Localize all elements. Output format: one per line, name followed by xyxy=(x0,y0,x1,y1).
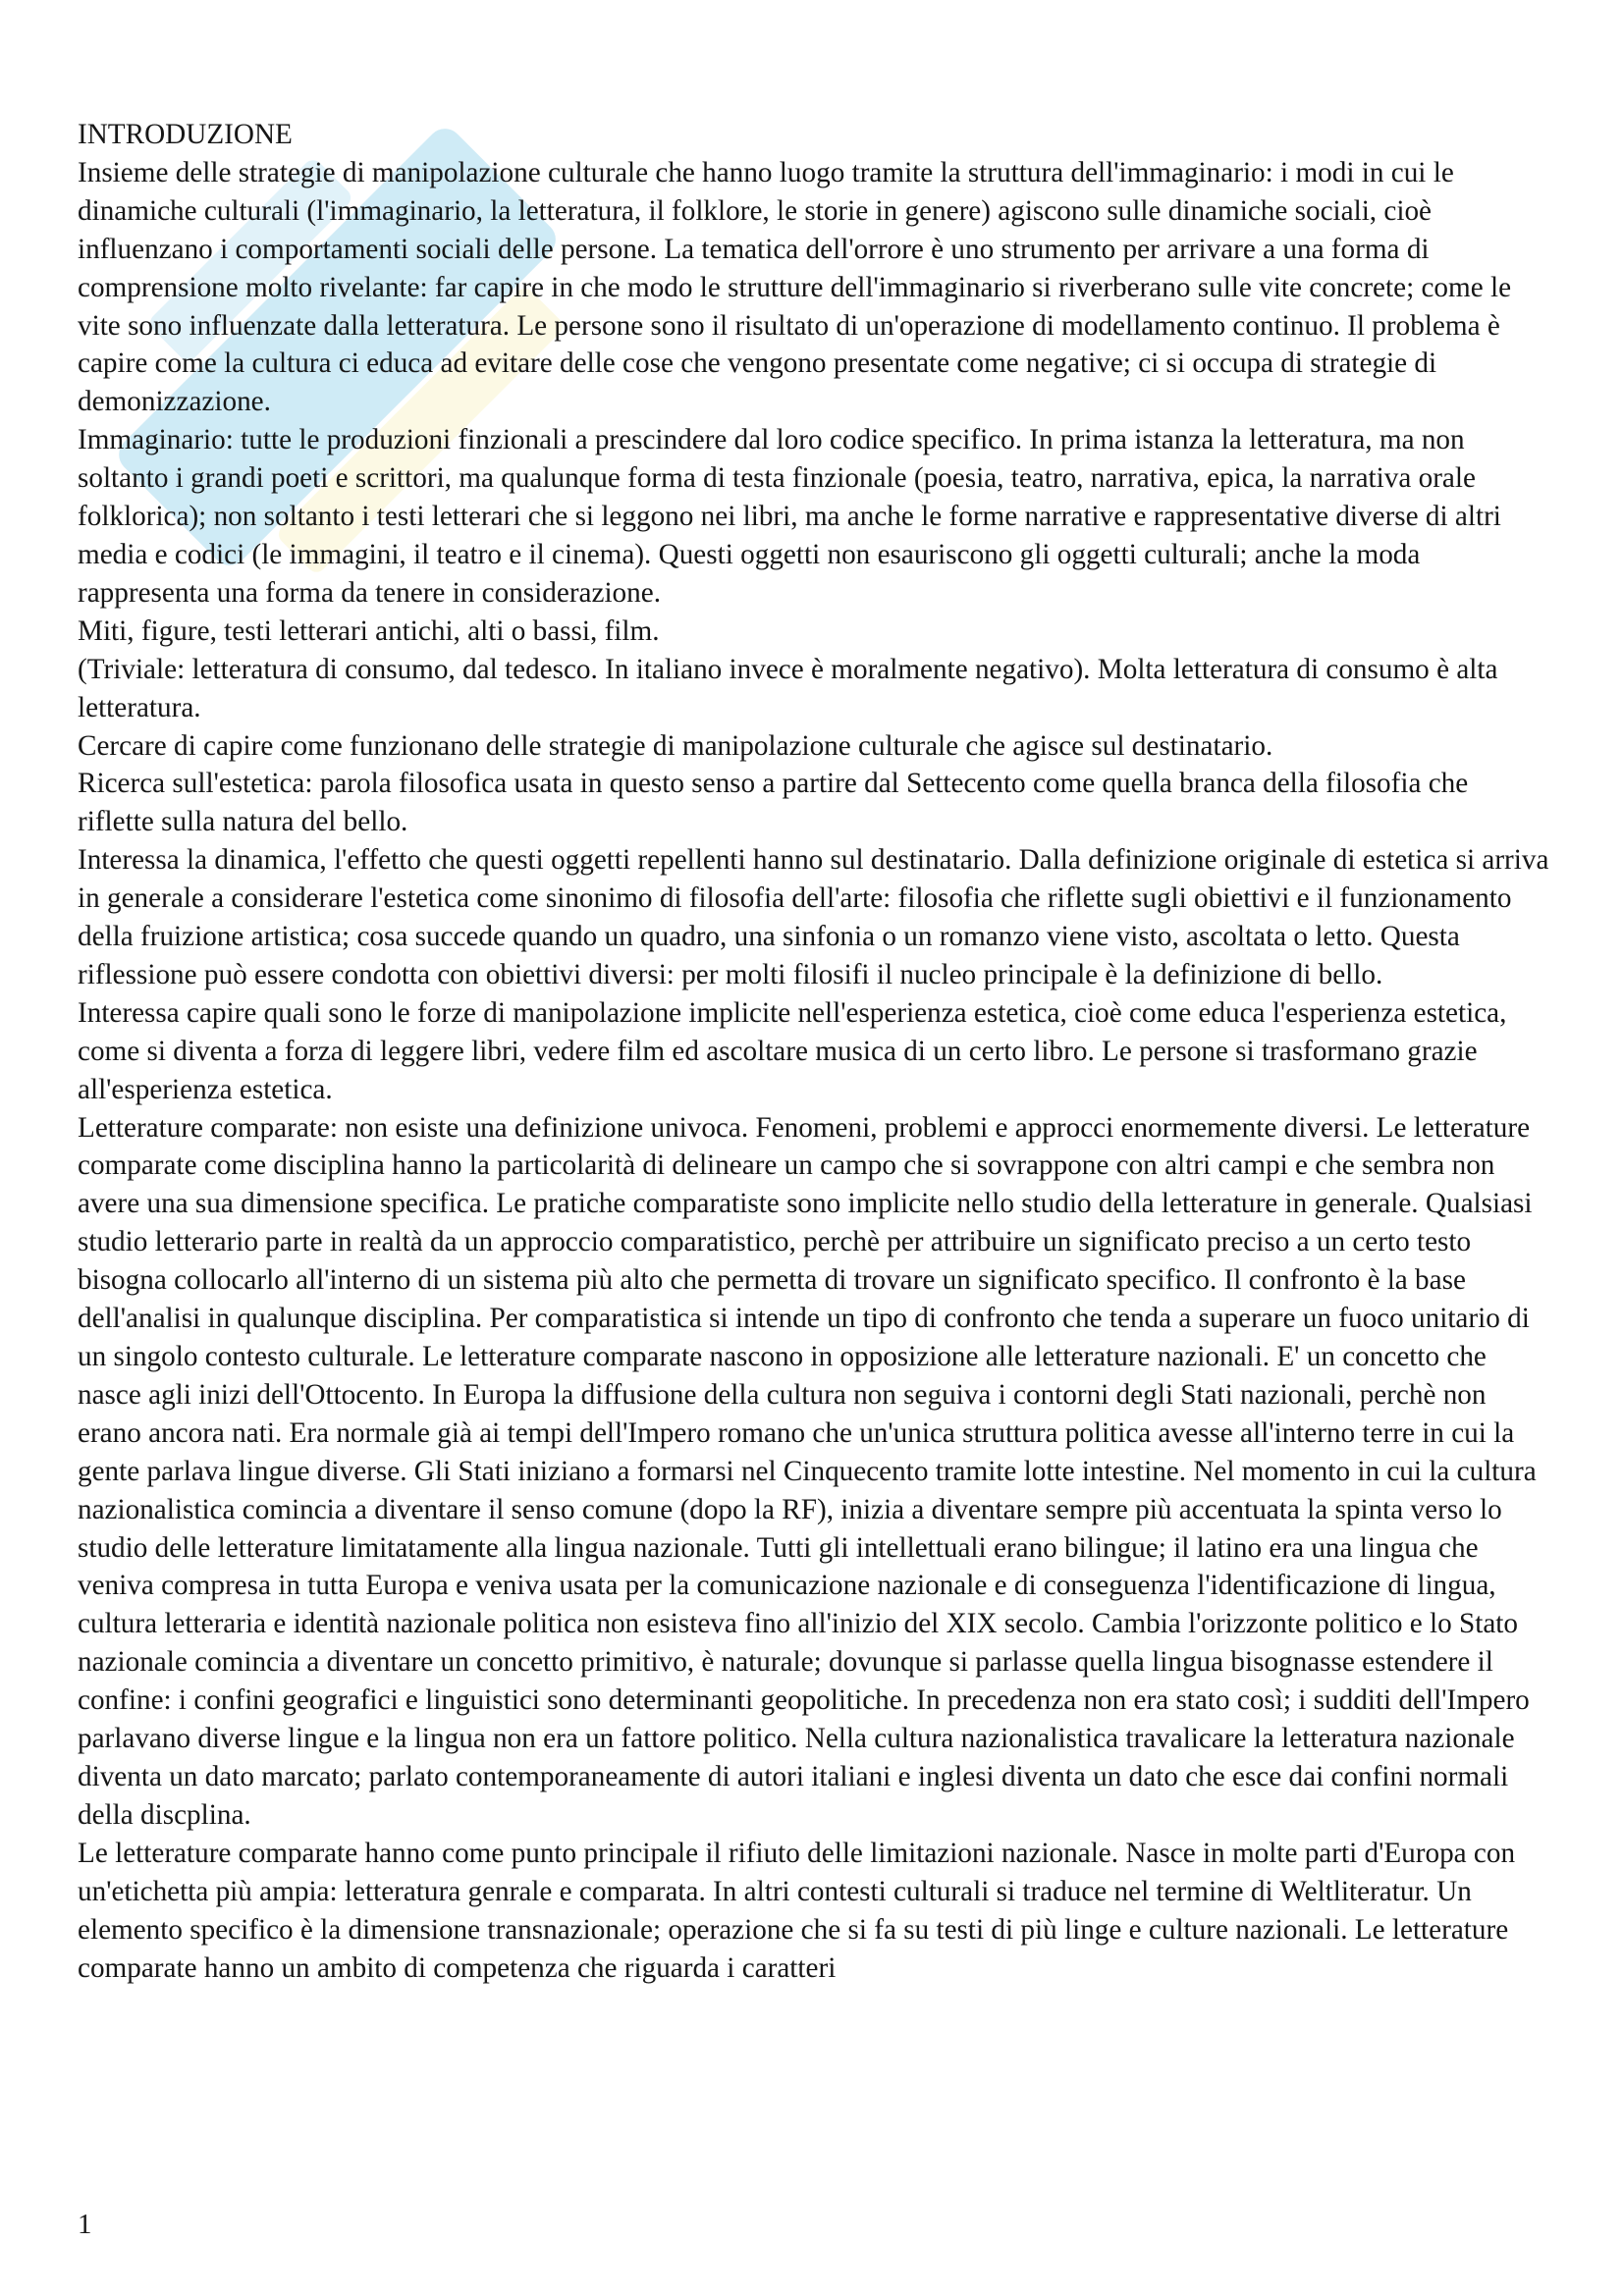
paragraph: (Triviale: letteratura di consumo, dal tedesco. In italiano invece è moralmente negativo). Molta letteratura di consumo è alta letteratura. xyxy=(78,653,1498,723)
paragraph: Immaginario: tutte le produzioni finzionali a prescindere dal loro codice specifico. In prima istanza la letteratura, ma non soltanto i grandi poeti e scrittori, ma qualunque forma di testa finzionale (poesia, teatro, narrativa, epica, la narrativa orale folklorica); non soltanto i testi letterari che si leggono nei libri, ma anche le forme narrative e rappresentative diverse di altri media e codici (le immagini, il teatro e il cinema). Questi oggetti non esauriscono gli oggetti culturali; anche la moda rappresenta una forma da tenere in considerazione. xyxy=(78,424,1501,609)
paragraph: Insieme delle strategie di manipolazione culturale che hanno luogo tramite la struttura dell'immaginario: i modi in cui le dinamiche culturali (l'immaginario, la letteratura, il folklore, le storie in genere) agiscono sulle dinamiche sociali, cioè influenzano i comportamenti sociali delle persone. La tematica dell'orrore è uno strumento per arrivare a una forma di comprensione molto rivelante: far capire in che modo le strutture dell'immaginario si riverberano sulle vite concrete; come le vite sono influenzate dalla letteratura. Le persone sono il risultato di un'operazione di modellamento continuo. Il problema è capire come la cultura ci educa ad evitare delle cose che vengono presentate come negative; ci si occupa di strategie di demonizzazione. xyxy=(78,156,1512,418)
paragraph: Letterature comparate: non esiste una definizione univoca. Fenomeni, problemi e approcci enormemente diversi. Le letterature comparate come disciplina hanno la particolarità di delineare un campo che si sovrappone con altri campi e che sembra non avere una sua dimensione specifica. Le pratiche comparatiste sono implicite nello studio della letterature in generale. Qualsiasi studio letterario parte in realtà da un approccio comparatistico, perchè per attribuire un significato preciso a un certo testo bisogna collocarlo all'interno di un sistema più alto che permetta di trovare un significato specifico. Il confronto è la base dell'analisi in qualunque disciplina. Per comparatistica si intende un tipo di confronto che tenda a superare un fuoco unitario di un singolo contesto culturale. Le letterature comparate nascono in opposizione alle letterature nazionali. E' un concetto che nasce agli inizi dell'Ottocento. In Europa la diffusione della cultura non seguiva i contorni degli Stati nazionali, perchè non erano ancora nati. Era normale già ai tempi dell'Impero romano che un'unica struttura politica avesse all'interno terre in cui la gente parlava lingue diverse. Gli Stati iniziano a formarsi nel Cinquecento tramite lotte intestine. Nel momento in cui la cultura nazionalistica comincia a diventare il senso comune (dopo la RF), inizia a diventare sempre più accentuata la spinta verso lo studio delle letterature limitatamente alla lingua nazionale. Tutti gli intellettuali erano bilingue; il latino era una lingua che veniva compresa in tutta Europa e veniva usata per la comunicazione nazionale e di conseguenza l'identificazione di lingua, cultura letteraria e identità nazionale politica non esisteva fino all'inizio del XIX secolo. Cambia l'orizzonte politico e lo Stato nazionale comincia a diventare un concetto primitivo, è naturale; dovunque si parlasse quella lingua bisognasse estendere il confine: i confini geografici e linguistici sono determinanti geopolitiche. In precedenza non era stato così; i sudditi dell'Impero parlavano diverse lingue e la lingua non era un fattore politico. Nella cultura nazionalistica travalicare la letteratura nazionale diventa un dato marcato; parlato contemporaneamente di autori italiani e inglesi diventa un dato che esce dai confini normali della discplina. xyxy=(78,1111,1537,1831)
paragraph: Interessa la dinamica, l'effetto che questi oggetti repellenti hanno sul destinatario. Dalla definizione originale di estetica si arriva in generale a considerare l'estetica come sinonimo di filosofia dell'arte: filosofia che riflette sugli obiettivi e il funzionamento della fruizione artistica; cosa succede quando un quadro, una sinfonia o un romanzo viene visto, ascoltata o letto. Questa riflessione può essere condotta con obiettivi diversi: per molti filosifi il nucleo principale è la definizione di bello. xyxy=(78,844,1549,990)
paragraph: Miti, figure, testi letterari antichi, alti o bassi, film. xyxy=(78,614,660,647)
document-heading: INTRODUZIONE xyxy=(78,119,293,150)
document-body xyxy=(78,116,1550,1987)
paragraph: Interessa capire quali sono le forze di manipolazione implicite nell'esperienza estetica, cioè come educa l'esperienza estetica, come si diventa a forza di leggere libri, vedere film ed ascoltare musica di un certo libro. Le persone si trasformano grazie all'esperienza estetica. xyxy=(78,996,1507,1105)
paragraph: Le letterature comparate hanno come punto principale il rifiuto delle limitazioni nazionale. Nasce in molte parti d'Europa con un'etichetta più ampia: letteratura genrale e comparata. In altri contesti culturali si traduce nel termine di Weltliteratur. Un elemento specifico è la dimensione transnazionale; operazione che si fa su testi di più linge e culture nazionali. Le letterature comparate hanno un ambito di competenza che riguarda i caratteri xyxy=(78,1837,1516,1984)
paragraph: Cercare di capire come funzionano delle strategie di manipolazione culturale che agisce sul destinatario. xyxy=(78,729,1273,762)
paragraph: Ricerca sull'estetica: parola filosofica usata in questo senso a partire dal Settecento come quella branca della filosofia che riflette sulla natura del bello. xyxy=(78,768,1469,838)
page-number: 1 xyxy=(78,2209,92,2240)
